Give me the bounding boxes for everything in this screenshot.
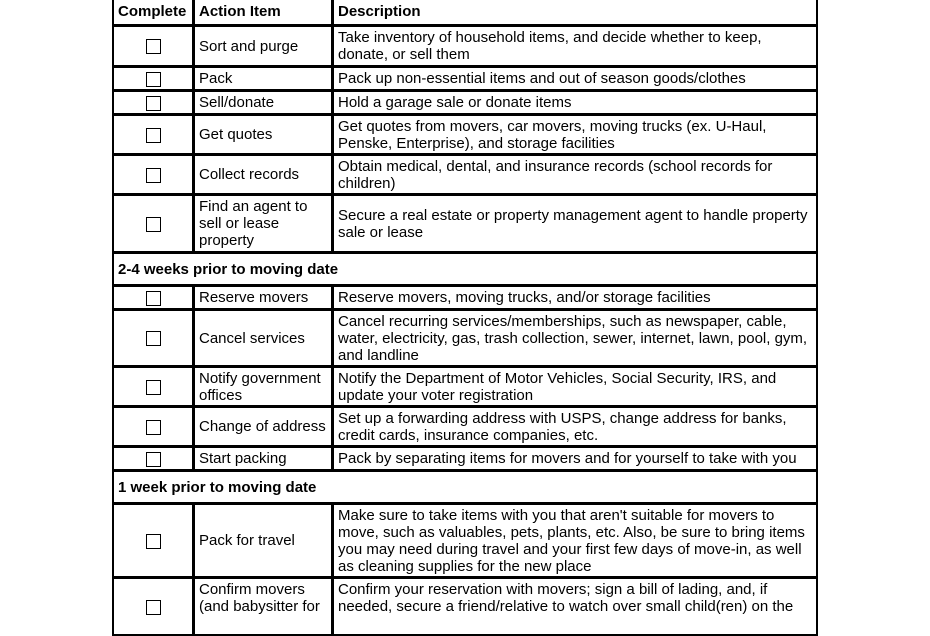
table-row: [112, 447, 818, 471]
complete-checkbox[interactable]: [146, 128, 161, 143]
description: Confirm your reservation with movers; sign a bill of lading, and, if needed, secure a friend/relative to watch over small child(ren) on the: [333, 578, 818, 636]
action-item: Start packing: [194, 447, 333, 471]
header-description: Description: [333, 0, 818, 26]
table-row: [112, 578, 818, 636]
description: Reserve movers, moving trucks, and/or storage facilities: [333, 286, 818, 310]
section-title: 2-4 weeks prior to moving date: [112, 253, 818, 286]
action-item: Collect records: [194, 155, 333, 195]
description: Hold a garage sale or donate items: [333, 91, 818, 115]
complete-checkbox[interactable]: [146, 380, 161, 395]
action-item: Notify government offices: [194, 367, 333, 407]
table-row: [112, 407, 818, 447]
table-row: [112, 504, 818, 578]
complete-checkbox[interactable]: [146, 452, 161, 467]
table-row: [112, 310, 818, 367]
moving-checklist-table: [112, 0, 818, 636]
table-row: [112, 91, 818, 115]
complete-checkbox[interactable]: [146, 600, 161, 615]
table-row: [112, 67, 818, 91]
section-row: [112, 471, 818, 504]
description: Obtain medical, dental, and insurance records (school records for children): [333, 155, 818, 195]
action-item: Sort and purge: [194, 26, 333, 67]
description: Secure a real estate or property management agent to handle property sale or lease: [333, 195, 818, 253]
table-row: [112, 367, 818, 407]
complete-checkbox[interactable]: [146, 331, 161, 346]
complete-checkbox[interactable]: [146, 534, 161, 549]
complete-checkbox[interactable]: [146, 217, 161, 232]
description: Take inventory of household items, and decide whether to keep, donate, or sell them: [333, 26, 818, 67]
complete-checkbox[interactable]: [146, 39, 161, 54]
action-item: Pack for travel: [194, 504, 333, 578]
description: Pack up non-essential items and out of season goods/clothes: [333, 67, 818, 91]
header-complete: Complete: [112, 0, 194, 26]
action-item: Find an agent to sell or lease property: [194, 195, 333, 253]
action-item: Get quotes: [194, 115, 333, 155]
table-row: [112, 195, 818, 253]
action-item: Cancel services: [194, 310, 333, 367]
section-row: [112, 253, 818, 286]
description: Get quotes from movers, car movers, moving trucks (ex. U-Haul, Penske, Enterprise), and storage facilities: [333, 115, 818, 155]
table-row: [112, 26, 818, 67]
description: Pack by separating items for movers and for yourself to take with you: [333, 447, 818, 471]
table-row: [112, 155, 818, 195]
table-row: [112, 286, 818, 310]
complete-checkbox[interactable]: [146, 168, 161, 183]
complete-checkbox[interactable]: [146, 96, 161, 111]
action-item: Sell/donate: [194, 91, 333, 115]
description: Cancel recurring services/memberships, such as newspaper, cable, water, electricity, gas, trash collection, sewer, internet, lawn, pool, gym, and landline: [333, 310, 818, 367]
action-item: Reserve movers: [194, 286, 333, 310]
table-row: [112, 115, 818, 155]
description: Notify the Department of Motor Vehicles, Social Security, IRS, and update your voter registration: [333, 367, 818, 407]
action-item: Pack: [194, 67, 333, 91]
description: Make sure to take items with you that aren't suitable for movers to move, such as valuables, pets, plants, etc. Also, be sure to bring items you may need during travel and your first few days of move-in, as well as cleaning supplies for the new place: [333, 504, 818, 578]
complete-checkbox[interactable]: [146, 72, 161, 87]
action-item: Confirm movers (and babysitter for: [194, 578, 333, 636]
complete-checkbox[interactable]: [146, 420, 161, 435]
section-title: 1 week prior to moving date: [112, 471, 818, 504]
header-action-item: Action Item: [194, 0, 333, 26]
description: Set up a forwarding address with USPS, change address for banks, credit cards, insurance companies, etc.: [333, 407, 818, 447]
complete-checkbox[interactable]: [146, 291, 161, 306]
header-row: [112, 0, 818, 26]
action-item: Change of address: [194, 407, 333, 447]
